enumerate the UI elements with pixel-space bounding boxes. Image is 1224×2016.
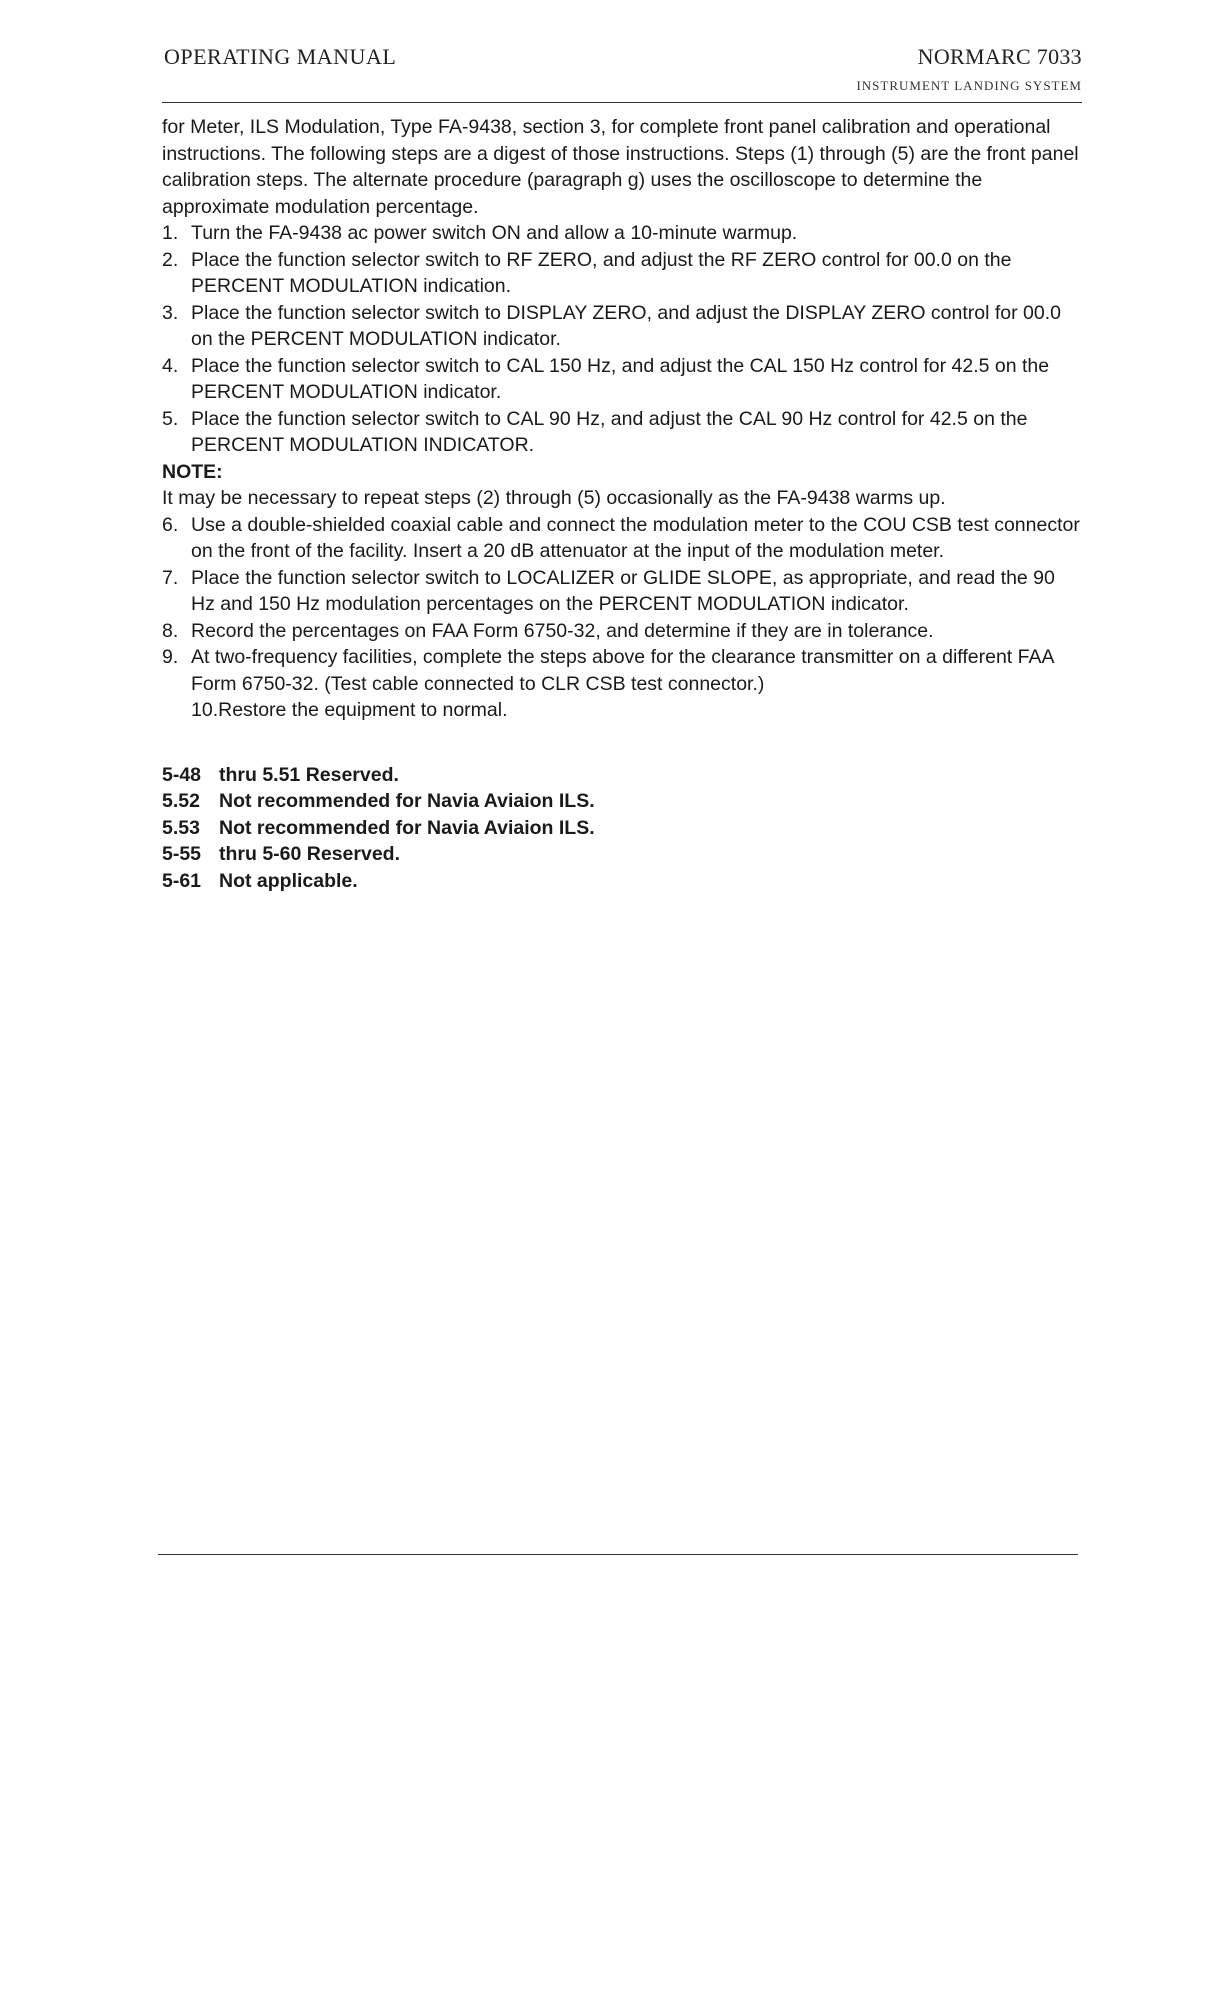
step-item [162, 565, 1082, 618]
section-number: 5.52 [162, 790, 200, 812]
step-text: Restore the equipment to normal. [218, 699, 508, 721]
note-label: NOTE: [162, 460, 223, 483]
product-name: NORMARC 7033 [917, 44, 1082, 69]
section-title: Not recommended for Navia Aviaion ILS. [219, 816, 595, 839]
section-heading [162, 762, 1082, 789]
section-heading [162, 841, 1082, 868]
step-number: 9. [162, 646, 179, 668]
section-number: 5-48 [162, 763, 202, 786]
step-item [162, 697, 1082, 724]
section-number: 5-55 [162, 843, 202, 865]
step-item [162, 353, 1082, 406]
manual-title: OPERATING MANUAL [164, 44, 397, 69]
step-text: Place the function selector switch to DISPLAY ZERO, and adjust the DISPLAY ZERO control for 00.0 on the PERCENT MODULATION indicator. [191, 301, 1061, 350]
step-number: 10. [191, 699, 219, 721]
measurement-steps [162, 512, 1082, 724]
header-divider [162, 102, 1082, 103]
step-item [162, 247, 1082, 300]
page-header [162, 40, 1082, 106]
section-list [162, 762, 1082, 895]
section-heading [162, 868, 1082, 895]
section-title: Not applicable. [219, 869, 358, 892]
step-text: Turn the FA-9438 ac power switch ON and allow a 10-minute warmup. [191, 222, 798, 244]
product-subtitle: INSTRUMENT LANDING SYSTEM [856, 78, 1082, 93]
step-number: 4. [162, 354, 179, 377]
step-text: Place the function selector switch to CAL 150 Hz, and adjust the CAL 150 Hz control for 42.5 on the PERCENT MODULATION indicator. [191, 354, 1050, 403]
step-number: 5. [162, 407, 179, 430]
section-number: 5.53 [162, 816, 200, 839]
step-text: Place the function selector switch to RF ZERO, and adjust the RF ZERO control for 00.0 on the PERCENT MODULATION indication. [191, 248, 1012, 297]
intro-paragraph: for Meter, ILS Modulation, Type FA-9438, section 3, for complete front panel calibration and operational instructions. The following steps are a digest of those instructions. Steps (1) through (5) are the front panel calibration steps. The alternate procedure (paragraph g) uses the oscilloscope to determine the approximate modulation percentage. [162, 116, 1079, 218]
step-item [162, 300, 1082, 353]
step-number: 3. [162, 301, 179, 324]
step-number: 8. [162, 619, 179, 642]
section-heading [162, 788, 1082, 815]
section-title: thru 5-60 Reserved. [219, 843, 400, 865]
step-item [162, 644, 1082, 697]
step-item [162, 618, 1082, 645]
step-item [162, 220, 1082, 247]
section-number: 5-61 [162, 869, 202, 892]
section-heading [162, 815, 1082, 842]
step-item [162, 512, 1082, 565]
step-text: Place the function selector switch to LOCALIZER or GLIDE SLOPE, as appropriate, and read the 90 Hz and 150 Hz modulation percentages on the PERCENT MODULATION indicator. [191, 566, 1055, 615]
section-title: Not recommended for Navia Aviaion ILS. [219, 790, 595, 812]
step-text: Place the function selector switch to CAL 90 Hz, and adjust the CAL 90 Hz control for 42.5 on the PERCENT MODULATION INDICATOR. [191, 407, 1028, 456]
section-title: thru 5.51 Reserved. [219, 763, 399, 786]
step-item [162, 406, 1082, 459]
step-number: 1. [162, 222, 179, 244]
calibration-steps [162, 220, 1082, 459]
footer-divider [158, 1554, 1078, 1555]
step-number: 7. [162, 566, 179, 589]
step-text: Record the percentages on FAA Form 6750-32, and determine if they are in tolerance. [191, 619, 934, 642]
step-text: At two-frequency facilities, complete the steps above for the clearance transmitter on a different FAA Form 6750-32. (Test cable connected to CLR CSB test connector.) [191, 646, 1054, 695]
step-number: 6. [162, 513, 179, 536]
page-body [162, 114, 1082, 894]
note-text: It may be necessary to repeat steps (2) through (5) occasionally as the FA-9438 warms up. [162, 487, 946, 509]
step-text: Use a double-shielded coaxial cable and connect the modulation meter to the COU CSB test connector on the front of the facility. Insert a 20 dB attenuator at the input of the modulation meter. [191, 513, 1080, 562]
step-number: 2. [162, 248, 179, 271]
